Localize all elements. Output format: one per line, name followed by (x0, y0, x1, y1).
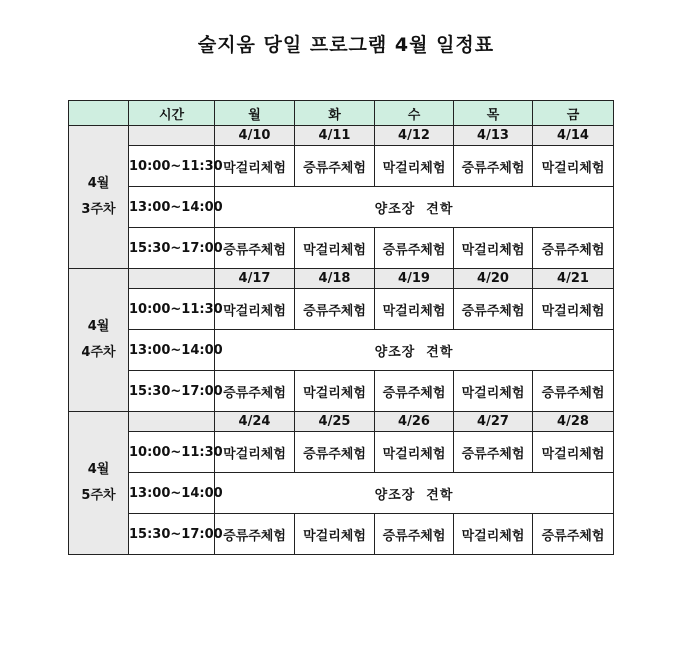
time-slot: 15:30~17:00 (129, 514, 215, 555)
activity-cell: 막걸리체험 (533, 146, 614, 187)
date-row (69, 126, 614, 146)
date-cell: 4/14 (533, 126, 614, 146)
date-cell: 4/18 (295, 269, 375, 289)
week-month: 4월 (87, 176, 110, 191)
activity-cell: 증류주체험 (533, 228, 614, 269)
week-label (69, 269, 129, 412)
activity-cell: 막걸리체험 (375, 432, 454, 473)
week-label (69, 412, 129, 555)
time-slot: 13:00~14:00 (129, 187, 215, 228)
date-row (69, 269, 614, 289)
date-cell: 4/28 (533, 412, 614, 432)
date-cell: 4/25 (295, 412, 375, 432)
activity-cell: 증류주체험 (533, 371, 614, 412)
activity-cell: 증류주체험 (454, 289, 533, 330)
time-slot: 15:30~17:00 (129, 228, 215, 269)
time-slot-row (69, 146, 614, 187)
date-cell: 4/12 (375, 126, 454, 146)
date-row (69, 412, 614, 432)
time-slot-row (69, 289, 614, 330)
activity-cell: 막걸리체험 (375, 289, 454, 330)
activity-cell: 증류주체험 (295, 146, 375, 187)
activity-cell: 막걸리체험 (454, 228, 533, 269)
time-slot: 13:00~14:00 (129, 330, 215, 371)
week-number: 3주차 (81, 202, 116, 217)
time-slot: 10:00~11:30 (129, 432, 215, 473)
header-day: 월 (215, 101, 295, 126)
time-slot-row (69, 432, 614, 473)
date-cell: 4/10 (215, 126, 295, 146)
header-corner (69, 101, 129, 126)
date-cell: 4/19 (375, 269, 454, 289)
date-cell: 4/20 (454, 269, 533, 289)
time-slot-row (69, 330, 614, 371)
time-slot: 10:00~11:30 (129, 289, 215, 330)
date-cell: 4/21 (533, 269, 614, 289)
header-day: 수 (375, 101, 454, 126)
activity-cell: 막걸리체험 (295, 371, 375, 412)
activity-cell: 막걸리체험 (533, 289, 614, 330)
activity-cell: 증류주체험 (215, 371, 295, 412)
time-slot: 15:30~17:00 (129, 371, 215, 412)
date-row-blank (129, 269, 215, 289)
week-number: 4주차 (81, 345, 116, 360)
header-day: 화 (295, 101, 375, 126)
activity-cell: 증류주체험 (375, 228, 454, 269)
header-day: 목 (454, 101, 533, 126)
page-title: 술지움 당일 프로그램 4월 일정표 (197, 34, 495, 56)
header-row (69, 101, 614, 126)
brewery-tour-cell: 양조장 견학 (215, 330, 614, 371)
time-slot-row (69, 187, 614, 228)
activity-cell: 증류주체험 (295, 432, 375, 473)
activity-cell: 막걸리체험 (215, 289, 295, 330)
date-cell: 4/27 (454, 412, 533, 432)
time-slot-row (69, 473, 614, 514)
activity-cell: 막걸리체험 (215, 432, 295, 473)
date-cell: 4/11 (295, 126, 375, 146)
activity-cell: 증류주체험 (295, 289, 375, 330)
date-cell: 4/26 (375, 412, 454, 432)
activity-cell: 증류주체험 (215, 514, 295, 555)
brewery-tour-cell: 양조장 견학 (215, 187, 614, 228)
brewery-tour-cell: 양조장 견학 (215, 473, 614, 514)
week-label (69, 126, 129, 269)
activity-cell: 막걸리체험 (533, 432, 614, 473)
time-slot: 13:00~14:00 (129, 473, 215, 514)
activity-cell: 증류주체험 (375, 514, 454, 555)
schedule-table (68, 100, 614, 555)
activity-cell: 증류주체험 (454, 146, 533, 187)
activity-cell: 막걸리체험 (375, 146, 454, 187)
time-slot-row (69, 371, 614, 412)
time-slot: 10:00~11:30 (129, 146, 215, 187)
activity-cell: 막걸리체험 (215, 146, 295, 187)
time-slot-row (69, 228, 614, 269)
date-row-blank (129, 126, 215, 146)
activity-cell: 막걸리체험 (295, 514, 375, 555)
week-month: 4월 (87, 319, 110, 334)
activity-cell: 증류주체험 (215, 228, 295, 269)
time-slot-row (69, 514, 614, 555)
date-cell: 4/17 (215, 269, 295, 289)
date-cell: 4/13 (454, 126, 533, 146)
week-number: 5주차 (81, 488, 116, 503)
activity-cell: 막걸리체험 (454, 371, 533, 412)
header-day: 금 (533, 101, 614, 126)
week-month: 4월 (87, 462, 110, 477)
date-cell: 4/24 (215, 412, 295, 432)
activity-cell: 막걸리체험 (454, 514, 533, 555)
activity-cell: 증류주체험 (454, 432, 533, 473)
activity-cell: 막걸리체험 (295, 228, 375, 269)
activity-cell: 증류주체험 (375, 371, 454, 412)
activity-cell: 증류주체험 (533, 514, 614, 555)
date-row-blank (129, 412, 215, 432)
header-time: 시간 (129, 101, 215, 126)
